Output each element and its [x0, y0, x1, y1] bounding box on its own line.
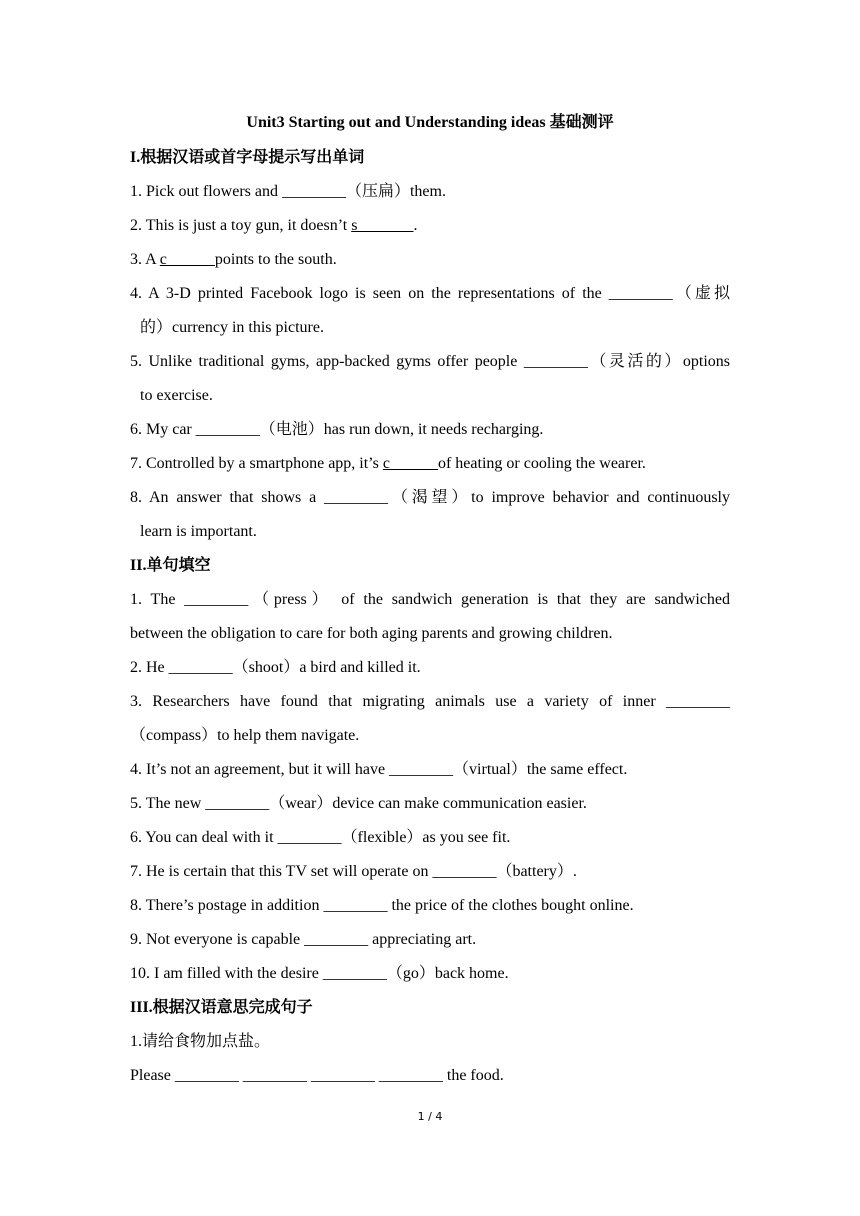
exercise-item — [130, 243, 730, 277]
exercise-item: 6. My car ________（电池）has run down, it needs recharging. — [130, 421, 544, 438]
exercise-item: 9. Not everyone is capable ________ appreciating art. — [130, 931, 477, 948]
exercise-item: 2. He ________（shoot）a bird and killed it. — [130, 659, 421, 676]
exercise-item: 4. It’s not an agreement, but it will have ________（virtual）the same effect. — [130, 761, 628, 778]
exercise-item: 6. You can deal with it ________（flexible）as you see fit. — [130, 829, 511, 846]
exercise-item-continuation: 的）currency in this picture. — [140, 319, 324, 336]
exercise-item: 1. The ________（press） of the sandwich generation is that they are sandwiched — [130, 591, 730, 608]
document-title: Unit3 Starting out and Understanding ideas 基础测评 — [246, 114, 614, 131]
exercise-item: 7. He is certain that this TV set will operate on ________（battery）. — [130, 863, 577, 880]
item-text: . — [413, 217, 418, 234]
exercise-item: 1. Pick out flowers and ________（压扁）them. — [130, 183, 446, 200]
item-text: 2. This is just a toy gun, it doesn’t — [130, 217, 352, 234]
exercise-item: 1.请给食物加点盐。 — [130, 1033, 271, 1050]
item-text: 7. Controlled by a smartphone app, it’s — [130, 455, 383, 472]
exercise-item — [130, 209, 730, 243]
answer-blank: c______ — [159, 251, 215, 268]
exercise-item: 8. There’s postage in addition ________ the price of the clothes bought online. — [130, 897, 634, 914]
exercise-item: 3. Researchers have found that migrating animals use a variety of inner ________ — [130, 693, 730, 710]
item-text: 3. A — [130, 251, 160, 268]
item-text: of heating or cooling the wearer. — [437, 455, 646, 472]
section-heading-3: III.根据汉语意思完成句子 — [130, 999, 313, 1016]
answer-blank: c______ — [382, 455, 438, 472]
exercise-item: 8. An answer that shows a ________（渴望）to improve behavior and continuously — [130, 489, 730, 506]
answer-blank: s_______ — [351, 217, 414, 234]
item-text: points to the south. — [214, 251, 337, 268]
exercise-item: 5. Unlike traditional gyms, app-backed gyms offer people ________（灵活的）options — [130, 353, 730, 370]
page-number: 1 / 4 — [417, 1110, 443, 1123]
exercise-item: 5. The new ________（wear）device can make communication easier. — [130, 795, 587, 812]
exercise-item: Please ________ ________ ________ ________ the food. — [130, 1067, 504, 1084]
exercise-item-continuation: between the obligation to care for both aging parents and growing children. — [130, 625, 613, 642]
exercise-item: 4. A 3-D printed Facebook logo is seen on the representations of the ________（虚拟 — [130, 285, 730, 302]
exercise-item — [130, 447, 730, 481]
section-heading-2: II.单句填空 — [130, 557, 211, 574]
exercise-body — [130, 141, 730, 1093]
exercise-item-continuation: to exercise. — [140, 387, 213, 404]
exercise-item-continuation: learn is important. — [140, 523, 257, 540]
exercise-item-continuation: （compass）to help them navigate. — [130, 727, 360, 744]
exercise-item: 10. I am filled with the desire ________（go）back home. — [130, 965, 509, 982]
section-heading-1: I.根据汉语或首字母提示写出单词 — [130, 149, 365, 166]
